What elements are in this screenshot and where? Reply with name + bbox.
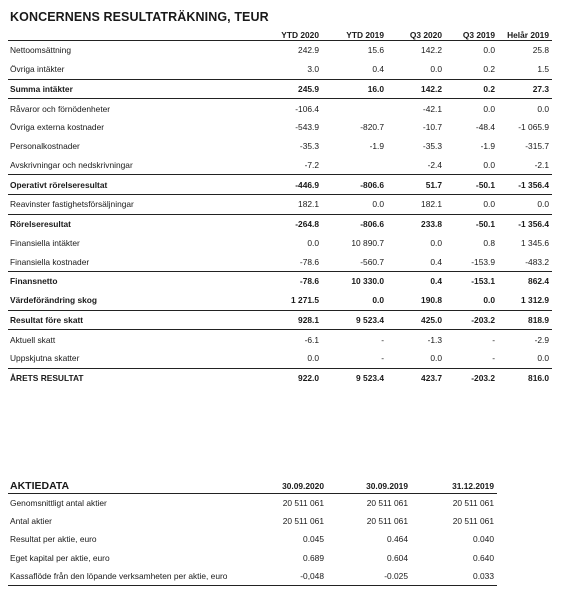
cell-value: 922.0 bbox=[298, 373, 319, 384]
cell-value: 10 890.7 bbox=[351, 237, 384, 248]
cell-value: 0.4 bbox=[322, 60, 387, 79]
row-label: Resultat före skatt bbox=[8, 310, 237, 330]
table-row bbox=[8, 60, 552, 79]
cell-value: 20 511 061 bbox=[452, 516, 494, 527]
row-label: Uppskjutna skatter bbox=[8, 349, 237, 368]
cell-value: -264.8 bbox=[295, 219, 319, 230]
column-header-q3-2020: Q3 2020 bbox=[387, 30, 445, 41]
row-label: Råvaror och förnödenheter bbox=[10, 103, 111, 114]
row-label: Övriga externa kostnader bbox=[10, 122, 105, 133]
cell-value: 0.0 bbox=[483, 45, 495, 56]
cell-value: - bbox=[492, 334, 495, 345]
cell-value: -1.9 bbox=[480, 141, 495, 152]
cell-value: 425.0 bbox=[387, 310, 445, 330]
cell-value: -203.2 bbox=[471, 373, 495, 384]
cell-value: 816.0 bbox=[528, 373, 549, 384]
cell-value: 0.0 bbox=[483, 103, 495, 114]
cell-value: -78.6 bbox=[299, 276, 319, 287]
cell-value: 928.1 bbox=[237, 310, 322, 330]
row-label: Rörelseresultat bbox=[10, 219, 71, 230]
cell-value: 818.9 bbox=[498, 310, 552, 330]
cell-value: 20 511 061 bbox=[366, 498, 408, 509]
cell-value: 0.0 bbox=[430, 237, 442, 248]
table-row-total bbox=[8, 368, 552, 387]
table-row bbox=[8, 567, 497, 586]
cell-value: 9 523.4 bbox=[356, 373, 384, 384]
column-header-30-09-2020: 30.09.2020 bbox=[236, 479, 327, 494]
cell-value: -1 356.4 bbox=[518, 219, 549, 230]
cell-value: -78.6 bbox=[237, 252, 322, 271]
cell-value: 1 345.6 bbox=[521, 237, 549, 248]
cell-value: 3.0 bbox=[237, 60, 322, 79]
cell-value: -6.1 bbox=[304, 334, 319, 345]
row-label: Nettoomsättning bbox=[10, 45, 71, 56]
table-row-subtotal bbox=[8, 79, 552, 99]
table-row bbox=[8, 494, 497, 513]
cell-value: 0.0 bbox=[387, 349, 445, 368]
cell-value: -50.1 bbox=[445, 175, 498, 195]
aktiedata-title: AKTIEDATA bbox=[8, 479, 236, 494]
table-row bbox=[8, 99, 552, 118]
cell-value: -2.4 bbox=[387, 156, 445, 175]
cell-value: 0.040 bbox=[473, 534, 494, 545]
column-header-ytd-2020: YTD 2020 bbox=[237, 30, 322, 41]
cell-value: -7.2 bbox=[237, 156, 322, 175]
cell-value: -42.1 bbox=[422, 103, 442, 114]
row-label: Värdeförändring skog bbox=[8, 291, 237, 310]
cell-value: -10.7 bbox=[422, 122, 442, 133]
cell-value: 0.0 bbox=[445, 156, 498, 175]
cell-value: -106.4 bbox=[295, 103, 319, 114]
cell-value: - bbox=[381, 334, 384, 345]
cell-value: 1.5 bbox=[498, 60, 552, 79]
cell-value: 0.0 bbox=[307, 237, 319, 248]
row-label: Eget kapital per aktie, euro bbox=[10, 552, 110, 563]
cell-value: 0.464 bbox=[387, 534, 408, 545]
cell-value: 0.033 bbox=[411, 567, 497, 586]
row-label: ÅRETS RESULTAT bbox=[10, 373, 84, 384]
table-row bbox=[8, 252, 552, 271]
row-label: Kassaflöde från den löpande verksamheten per aktie, euro bbox=[8, 567, 236, 586]
cell-value: 0.0 bbox=[322, 195, 387, 215]
cell-value: 0.4 bbox=[430, 276, 442, 287]
cell-value: 20 511 061 bbox=[452, 498, 494, 509]
cell-value bbox=[322, 156, 387, 175]
cell-value: 423.7 bbox=[421, 373, 442, 384]
table-row bbox=[8, 512, 497, 530]
table-header-row bbox=[8, 30, 552, 41]
column-header-ytd-2019: YTD 2019 bbox=[322, 30, 387, 41]
income-statement-table bbox=[8, 30, 552, 388]
cell-value: 190.8 bbox=[387, 291, 445, 310]
table-row-subtotal bbox=[8, 272, 552, 291]
cell-value: 245.9 bbox=[237, 79, 322, 99]
table-row bbox=[8, 530, 497, 548]
table-row-subtotal bbox=[8, 291, 552, 310]
table-row-subtotal bbox=[8, 175, 552, 195]
row-label: Genomsnittligt antal aktier bbox=[10, 498, 107, 509]
cell-value: -315.7 bbox=[525, 141, 549, 152]
table-row bbox=[8, 137, 552, 156]
row-label: Avskrivningar och nedskrivningar bbox=[8, 156, 237, 175]
aktiedata-table bbox=[8, 479, 497, 586]
cell-value: -560.7 bbox=[322, 252, 387, 271]
cell-value: -1.9 bbox=[369, 141, 384, 152]
cell-value: 0.045 bbox=[303, 534, 324, 545]
cell-value: -0.025 bbox=[327, 567, 411, 586]
cell-value: 1 312.9 bbox=[498, 291, 552, 310]
row-label: Övriga intäkter bbox=[8, 60, 237, 79]
table-row-subtotal bbox=[8, 310, 552, 330]
cell-value: 25.8 bbox=[532, 45, 549, 56]
cell-value: 0.0 bbox=[445, 291, 498, 310]
cell-value: 0.8 bbox=[483, 237, 495, 248]
cell-value: -153.1 bbox=[471, 276, 495, 287]
cell-value bbox=[322, 99, 387, 118]
cell-value: 0.689 bbox=[303, 552, 324, 563]
header-label-cell bbox=[8, 30, 237, 41]
cell-value: 0.2 bbox=[445, 79, 498, 99]
cell-value: 242.9 bbox=[298, 45, 319, 56]
cell-value: 182.1 bbox=[387, 195, 445, 215]
cell-value: -1.3 bbox=[427, 334, 442, 345]
cell-value: 862.4 bbox=[528, 276, 549, 287]
table-row bbox=[8, 195, 552, 215]
cell-value: 233.8 bbox=[421, 219, 442, 230]
cell-value: -203.2 bbox=[445, 310, 498, 330]
cell-value: -153.9 bbox=[445, 252, 498, 271]
cell-value: 0.0 bbox=[387, 60, 445, 79]
cell-value: -50.1 bbox=[475, 219, 495, 230]
cell-value: -2.9 bbox=[534, 334, 549, 345]
table-row bbox=[8, 234, 552, 253]
cell-value: 20 511 061 bbox=[282, 516, 324, 527]
cell-value: 20 511 061 bbox=[282, 498, 324, 509]
cell-value: 0.0 bbox=[322, 291, 387, 310]
cell-value: 10 330.0 bbox=[351, 276, 384, 287]
row-label: Resultat per aktie, euro bbox=[10, 534, 97, 545]
cell-value: 9 523.4 bbox=[322, 310, 387, 330]
column-header-30-09-2019: 30.09.2019 bbox=[327, 479, 411, 494]
cell-value: 0.0 bbox=[498, 349, 552, 368]
table-row bbox=[8, 549, 497, 567]
cell-value: 0.0 bbox=[445, 195, 498, 215]
cell-value: -35.3 bbox=[422, 141, 442, 152]
cell-value: -806.6 bbox=[360, 219, 384, 230]
cell-value: 0.0 bbox=[237, 349, 322, 368]
table-row bbox=[8, 330, 552, 349]
cell-value: 0.604 bbox=[387, 552, 408, 563]
table-row bbox=[8, 349, 552, 368]
cell-value: -0,048 bbox=[236, 567, 327, 586]
column-header-31-12-2019: 31.12.2019 bbox=[411, 479, 497, 494]
row-label: Finansiella kostnader bbox=[8, 252, 237, 271]
cell-value: -1 065.9 bbox=[518, 122, 549, 133]
cell-value: -446.9 bbox=[237, 175, 322, 195]
column-header-q3-2019: Q3 2019 bbox=[445, 30, 498, 41]
row-label: Finansiella intäkter bbox=[10, 237, 80, 248]
cell-value: -1 356.4 bbox=[498, 175, 552, 195]
row-label: Finansnetto bbox=[10, 276, 58, 287]
cell-value: 182.1 bbox=[237, 195, 322, 215]
row-label: Reavinster fastighetsförsäljningar bbox=[8, 195, 237, 215]
row-label: Personalkostnader bbox=[10, 141, 80, 152]
cell-value: 20 511 061 bbox=[366, 516, 408, 527]
cell-value: - bbox=[322, 349, 387, 368]
cell-value: - bbox=[445, 349, 498, 368]
cell-value: -48.4 bbox=[475, 122, 495, 133]
cell-value: -820.7 bbox=[360, 122, 384, 133]
row-label: Aktuell skatt bbox=[10, 334, 56, 345]
cell-value: 142.2 bbox=[387, 79, 445, 99]
aktiedata-header-row bbox=[8, 479, 497, 494]
column-header-helar-2019: Helår 2019 bbox=[498, 30, 552, 41]
cell-value: 51.7 bbox=[387, 175, 445, 195]
cell-value: 27.3 bbox=[498, 79, 552, 99]
cell-value: 1 271.5 bbox=[237, 291, 322, 310]
cell-value: 16.0 bbox=[322, 79, 387, 99]
table-row bbox=[8, 41, 552, 60]
row-label: Summa intäkter bbox=[8, 79, 237, 99]
cell-value: 142.2 bbox=[421, 45, 442, 56]
table-row-subtotal bbox=[8, 214, 552, 233]
cell-value: 15.6 bbox=[367, 45, 384, 56]
cell-value: -483.2 bbox=[498, 252, 552, 271]
cell-value: -806.6 bbox=[322, 175, 387, 195]
cell-value: 0.640 bbox=[473, 552, 494, 563]
cell-value: 0.4 bbox=[387, 252, 445, 271]
page-title: KONCERNENS RESULTATRÄKNING, TEUR bbox=[10, 10, 269, 24]
cell-value: 0.2 bbox=[445, 60, 498, 79]
cell-value: -35.3 bbox=[299, 141, 319, 152]
cell-value: -2.1 bbox=[498, 156, 552, 175]
cell-value: 0.0 bbox=[537, 103, 549, 114]
cell-value: -543.9 bbox=[295, 122, 319, 133]
table-row bbox=[8, 118, 552, 137]
table-row bbox=[8, 156, 552, 175]
row-label: Operativt rörelseresultat bbox=[8, 175, 237, 195]
row-label: Antal aktier bbox=[10, 516, 52, 527]
cell-value: 0.0 bbox=[498, 195, 552, 215]
